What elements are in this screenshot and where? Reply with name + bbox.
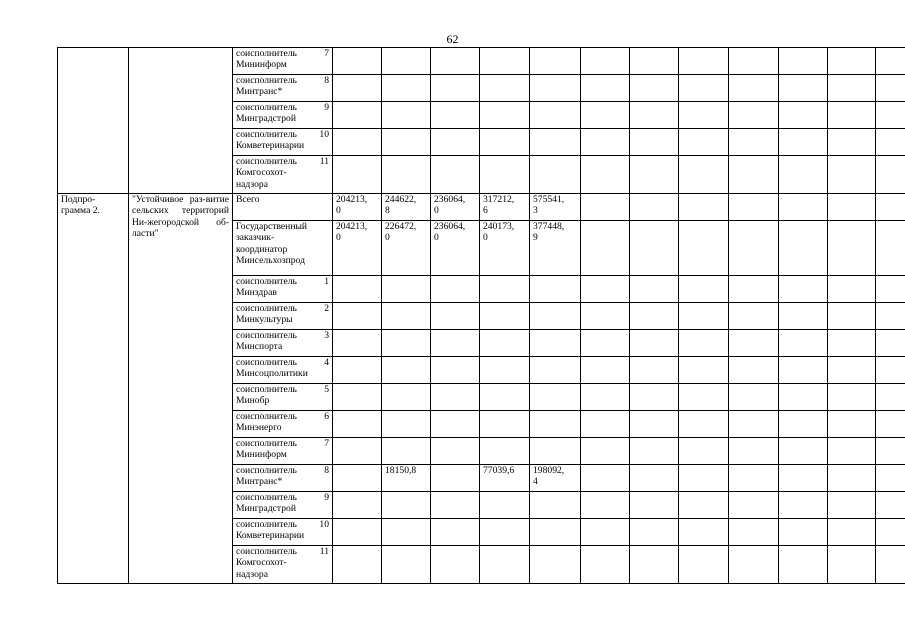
row-label-cell (233, 492, 333, 519)
table-cell (480, 102, 530, 129)
value-cell (679, 221, 729, 276)
value-cell (530, 384, 581, 411)
value-cell (828, 303, 876, 330)
table-cell (779, 48, 828, 75)
value-cell: 317212, 6 (480, 194, 530, 221)
value-cell (630, 276, 679, 303)
table-cell (382, 48, 431, 75)
value-cell (679, 303, 729, 330)
value-cell (679, 411, 729, 438)
value-cell (679, 330, 729, 357)
value-cell (679, 492, 729, 519)
row-label-line1: соисполнитель 7 (236, 48, 329, 59)
page-number: 62 (446, 32, 459, 46)
value-cell (779, 303, 828, 330)
value-cell (581, 438, 630, 465)
value-cell: 236064, 0 (431, 221, 480, 276)
table-cell (480, 48, 530, 75)
row-label-line3: координатор (236, 243, 288, 255)
value-cell: 575541, 3 (530, 194, 581, 221)
value-cell (630, 411, 679, 438)
row-label-line2: Минградстрой (236, 113, 296, 125)
table-cell (630, 102, 679, 129)
value-cell (729, 357, 779, 384)
value-cell (530, 411, 581, 438)
value-cell (382, 492, 431, 519)
value-cell (630, 194, 679, 221)
value-cell (779, 384, 828, 411)
value-cell (729, 546, 779, 584)
value-cell (581, 546, 630, 584)
value-cell (431, 492, 480, 519)
table-cell (779, 156, 828, 194)
row-label-cell (233, 221, 333, 276)
value-cell (630, 519, 679, 546)
table-cell (876, 48, 905, 75)
value-cell (382, 546, 431, 584)
value-cell (431, 303, 480, 330)
row-label-line2: Комгосохот- (236, 557, 287, 569)
value-cell (581, 276, 630, 303)
value-cell (630, 357, 679, 384)
row-label-cell (233, 48, 333, 75)
value-cell (530, 519, 581, 546)
table-cell (828, 156, 876, 194)
value-cell (779, 411, 828, 438)
value-cell (779, 546, 828, 584)
row-label-cell (233, 546, 333, 584)
value-cell (876, 384, 905, 411)
value-cell (679, 357, 729, 384)
value-cell (828, 221, 876, 276)
budget-table (57, 47, 905, 584)
row-label-line2: Комветеринарии (236, 530, 305, 542)
table-cell (530, 75, 581, 102)
value-cell (431, 357, 480, 384)
value-cell (630, 221, 679, 276)
row-label-line1: Всего (236, 194, 260, 205)
value-cell (729, 221, 779, 276)
value-cell (431, 411, 480, 438)
value-cell (431, 438, 480, 465)
value-cell (431, 546, 480, 584)
table-cell (480, 75, 530, 102)
table-cell (581, 129, 630, 156)
table-cell (876, 102, 905, 129)
table-cell (630, 48, 679, 75)
value-cell (530, 546, 581, 584)
row-label-line2: заказчик- (236, 232, 275, 244)
value-cell (729, 194, 779, 221)
value-cell (431, 330, 480, 357)
value-cell (876, 546, 905, 584)
row-label-line3: надзора (236, 178, 268, 190)
value-cell (530, 492, 581, 519)
value-cell (382, 384, 431, 411)
row-label-cell (233, 156, 333, 194)
value-cell (630, 303, 679, 330)
table-cell (876, 75, 905, 102)
value-cell (876, 194, 905, 221)
table-cell (581, 156, 630, 194)
value-cell (480, 519, 530, 546)
value-cell: 204213, 0 (333, 194, 382, 221)
value-cell (630, 438, 679, 465)
value-cell (480, 384, 530, 411)
value-cell (876, 357, 905, 384)
table-cell (480, 129, 530, 156)
value-cell (876, 519, 905, 546)
value-cell (828, 384, 876, 411)
value-cell (581, 384, 630, 411)
value-cell (729, 384, 779, 411)
row-label-cell (233, 357, 333, 384)
table-cell (530, 156, 581, 194)
value-cell (729, 411, 779, 438)
value-cell (480, 330, 530, 357)
value-cell (876, 438, 905, 465)
value-cell (382, 357, 431, 384)
row-label-line1: соисполнитель 7 (236, 438, 329, 449)
value-cell (828, 357, 876, 384)
table-cell (333, 129, 382, 156)
table-cell (729, 156, 779, 194)
value-cell (333, 492, 382, 519)
value-cell (779, 492, 828, 519)
value-cell (382, 438, 431, 465)
row-label-line2: Мининформ (236, 449, 287, 461)
row-label-line1: соисполнитель 5 (236, 384, 329, 395)
value-cell (480, 546, 530, 584)
table-cell (876, 156, 905, 194)
value-cell (581, 194, 630, 221)
value-cell: 226472, 0 (382, 221, 431, 276)
row-label-line1: соисполнитель 2 (236, 303, 329, 314)
value-cell (779, 465, 828, 492)
row-label-line1: соисполнитель 10 (236, 519, 329, 530)
value-cell (382, 330, 431, 357)
table-cell (729, 102, 779, 129)
table-cell (530, 129, 581, 156)
row-label-line2: Минэнерго (236, 422, 282, 434)
value-cell (729, 303, 779, 330)
value-cell (876, 303, 905, 330)
row-label-cell (233, 438, 333, 465)
value-cell (828, 438, 876, 465)
table-cell (679, 75, 729, 102)
value-cell (382, 303, 431, 330)
value-cell (630, 546, 679, 584)
value-cell (876, 465, 905, 492)
row-label-line2: Комгосохот- (236, 167, 287, 179)
table-cell (530, 102, 581, 129)
row-label-line2: Минградстрой (236, 503, 296, 515)
row-label-cell (233, 276, 333, 303)
value-cell: 244622, 8 (382, 194, 431, 221)
table-cell (876, 129, 905, 156)
row-label-line2: Минобр (236, 395, 270, 407)
table-cell (779, 75, 828, 102)
value-cell (581, 465, 630, 492)
value-cell (581, 330, 630, 357)
table-cell (729, 48, 779, 75)
value-cell: 204213, 0 (333, 221, 382, 276)
value-cell (480, 276, 530, 303)
row-label-cell (233, 465, 333, 492)
value-cell (779, 221, 828, 276)
table-cell (729, 129, 779, 156)
value-cell (828, 546, 876, 584)
table-cell (431, 75, 480, 102)
value-cell (828, 276, 876, 303)
table-cell (382, 156, 431, 194)
table-body (58, 48, 905, 584)
table-cell (581, 102, 630, 129)
value-cell (828, 465, 876, 492)
row-label-cell (233, 75, 333, 102)
table-cell (630, 75, 679, 102)
value-cell (779, 438, 828, 465)
table-cell (382, 75, 431, 102)
value-cell (333, 519, 382, 546)
value-cell (779, 330, 828, 357)
value-cell (729, 492, 779, 519)
value-cell (876, 411, 905, 438)
table-cell (679, 156, 729, 194)
row-label-line1: соисполнитель 1 (236, 276, 329, 287)
table-cell (828, 75, 876, 102)
value-cell (828, 519, 876, 546)
row-label-cell (233, 330, 333, 357)
value-cell (876, 276, 905, 303)
value-cell (630, 330, 679, 357)
row-label-line1: соисполнитель 10 (236, 129, 329, 140)
value-cell (382, 411, 431, 438)
subprogram-title: "Устойчивое раз-витие сельских территорий Ни-жегородской об-ласти" (129, 194, 233, 584)
value-cell (333, 384, 382, 411)
value-cell (431, 519, 480, 546)
value-cell (828, 492, 876, 519)
table-cell (333, 156, 382, 194)
value-cell (729, 330, 779, 357)
value-cell (679, 438, 729, 465)
table-cell (679, 48, 729, 75)
value-cell (333, 546, 382, 584)
value-cell (729, 276, 779, 303)
row-label-line1: соисполнитель 3 (236, 330, 329, 341)
table-cell (431, 102, 480, 129)
table-cell (828, 102, 876, 129)
table-cell (333, 75, 382, 102)
value-cell (530, 438, 581, 465)
table-cell (630, 129, 679, 156)
row-label-line1: Государственный (236, 221, 308, 232)
table-cell (679, 102, 729, 129)
table-cell (779, 102, 828, 129)
value-cell (530, 276, 581, 303)
row-label-line1: соисполнитель 8 (236, 75, 329, 86)
row-label-line1: соисполнитель 9 (236, 102, 329, 113)
row-label-cell (233, 411, 333, 438)
value-cell (480, 357, 530, 384)
value-cell (630, 492, 679, 519)
subprogram-name: Подпро- грамма 2. (58, 194, 129, 584)
row-label-line1: соисполнитель 6 (236, 411, 329, 422)
value-cell (876, 492, 905, 519)
table-cell (431, 48, 480, 75)
value-cell (581, 357, 630, 384)
value-cell (729, 519, 779, 546)
value-cell (581, 492, 630, 519)
value-cell (333, 276, 382, 303)
value-cell (630, 384, 679, 411)
value-cell (530, 330, 581, 357)
value-cell (333, 465, 382, 492)
table-cell (530, 48, 581, 75)
value-cell (581, 221, 630, 276)
value-cell (779, 194, 828, 221)
value-cell (480, 438, 530, 465)
value-cell (679, 276, 729, 303)
value-cell: 240173, 0 (480, 221, 530, 276)
row-label-line1: соисполнитель 11 (236, 156, 329, 167)
table-cell (333, 102, 382, 129)
value-cell (729, 465, 779, 492)
row-label-line2: Минтранс* (236, 476, 283, 488)
row-label-line1: соисполнитель 11 (236, 546, 329, 557)
value-cell (333, 330, 382, 357)
table-cell (581, 48, 630, 75)
value-cell (530, 303, 581, 330)
table-cell (630, 156, 679, 194)
value-cell (876, 221, 905, 276)
value-cell (431, 465, 480, 492)
value-cell (679, 384, 729, 411)
value-cell (431, 384, 480, 411)
row-label-line3: надзора (236, 568, 268, 580)
value-cell (828, 194, 876, 221)
row-label-line4: Минсельхозпрод (236, 255, 305, 267)
table-cell (679, 129, 729, 156)
value-cell: 236064, 0 (431, 194, 480, 221)
row-label-line2: Минкультуры (236, 314, 293, 326)
row-label-line2: Минздрав (236, 287, 277, 299)
value-cell (581, 519, 630, 546)
value-cell (779, 519, 828, 546)
row-label-cell (233, 384, 333, 411)
row-label-cell (233, 519, 333, 546)
value-cell (480, 492, 530, 519)
value-cell (382, 276, 431, 303)
table-cell (333, 48, 382, 75)
table-cell (431, 156, 480, 194)
value-cell (779, 276, 828, 303)
value-cell (581, 411, 630, 438)
value-cell (779, 357, 828, 384)
value-cell: 198092, 4 (530, 465, 581, 492)
value-cell (333, 303, 382, 330)
subprogram-cell-prev (58, 48, 129, 194)
table-cell (828, 48, 876, 75)
value-cell (679, 519, 729, 546)
value-cell (333, 438, 382, 465)
table-cell (581, 75, 630, 102)
table-cell (480, 156, 530, 194)
title-cell-prev (129, 48, 233, 194)
row-label-cell (233, 102, 333, 129)
value-cell (530, 357, 581, 384)
value-cell (480, 411, 530, 438)
value-cell: 377448, 9 (530, 221, 581, 276)
table-row (58, 48, 905, 75)
table-cell (431, 129, 480, 156)
row-label-cell (233, 303, 333, 330)
value-cell (630, 465, 679, 492)
row-label-line2: Минтранс* (236, 86, 283, 98)
row-label-line1: соисполнитель 8 (236, 465, 329, 476)
row-label-line1: соисполнитель 9 (236, 492, 329, 503)
table-cell (382, 129, 431, 156)
value-cell: 18150,8 (382, 465, 431, 492)
row-label-line2: Минсоцполитики (236, 368, 308, 380)
table-cell (382, 102, 431, 129)
value-cell (382, 519, 431, 546)
row-label-line1: соисполнитель 4 (236, 357, 329, 368)
value-cell (828, 330, 876, 357)
value-cell (876, 330, 905, 357)
row-label-line2: Комветеринарии (236, 140, 305, 152)
value-cell (729, 438, 779, 465)
row-label-line2: Мининформ (236, 59, 287, 71)
value-cell (480, 303, 530, 330)
value-cell (679, 194, 729, 221)
table-cell (729, 75, 779, 102)
table-cell (779, 129, 828, 156)
row-label-line2: Минспорта (236, 341, 283, 353)
row-label-cell (233, 194, 333, 221)
value-cell (581, 303, 630, 330)
value-cell (679, 546, 729, 584)
row-label-cell (233, 129, 333, 156)
table-row (58, 194, 905, 221)
value-cell: 77039,6 (480, 465, 530, 492)
value-cell (431, 276, 480, 303)
value-cell (333, 357, 382, 384)
value-cell (679, 465, 729, 492)
table-cell (828, 129, 876, 156)
value-cell (828, 411, 876, 438)
value-cell (333, 411, 382, 438)
